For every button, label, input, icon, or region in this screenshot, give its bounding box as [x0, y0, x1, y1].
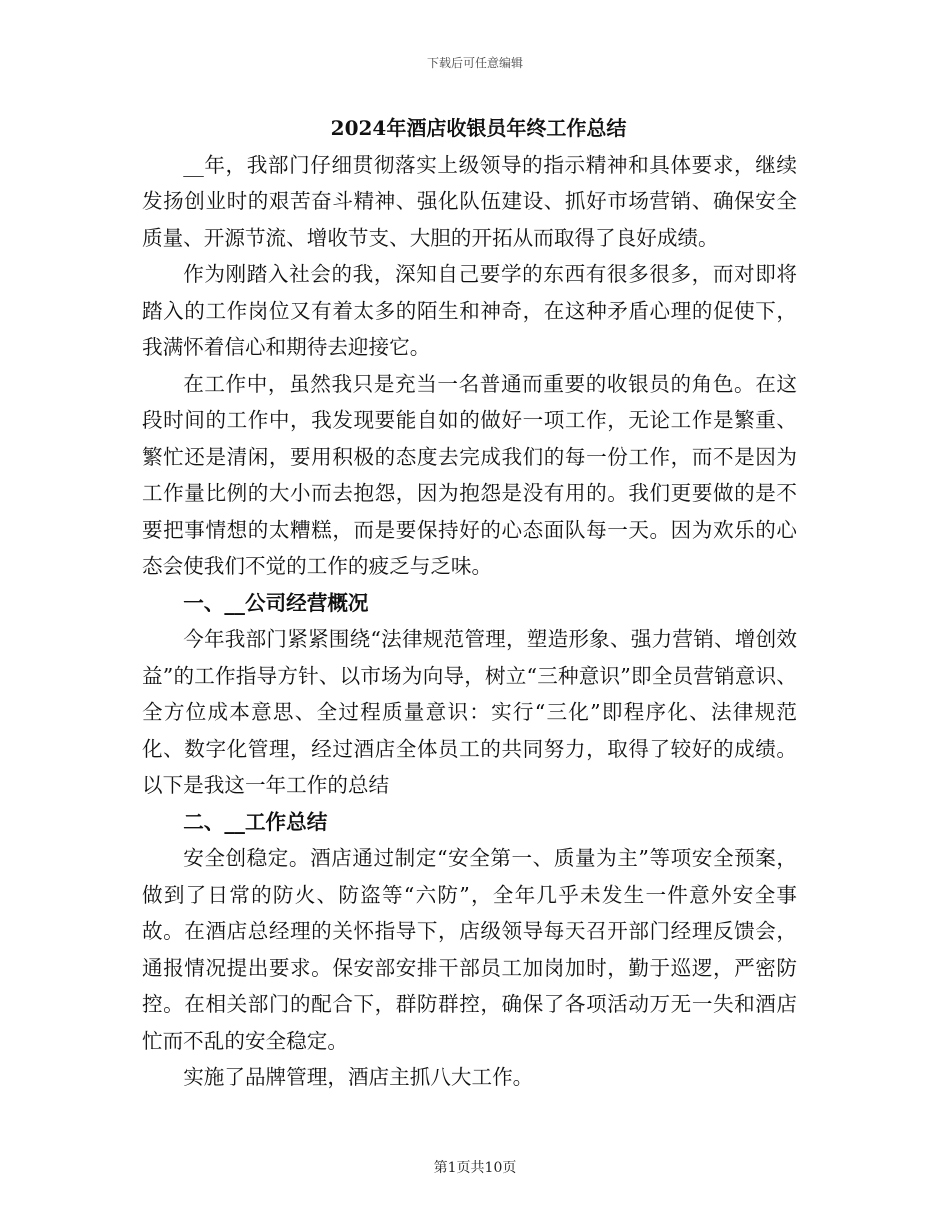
paragraph-safety: 安全创稳定。酒店通过制定“安全第一、质量为主”等项安全预案，做到了日常的防火、防盗等“六防”，全年几乎未发生一件意外安全事故。在酒店总经理的关怀指导下，店级领导每天召开部门经理反馈会，通报情况提出要求。保安部安排干部员工加岗加时，勤于巡逻，严密防控。在相关部门的配合下，群防群控，确保了各项活动万无一失和酒店忙而不乱的安全稳定。	[142, 846, 797, 1053]
section-heading-overview: 一、__公司经营概况	[183, 590, 369, 615]
paragraph-brand: 实施了品牌管理，酒店主抓八大工作。	[183, 1065, 534, 1089]
section-heading-summary: 二、__工作总结	[183, 809, 328, 834]
document-title: 2024年酒店收银员年终工作总结	[330, 116, 627, 140]
paragraph-newcomer: 作为刚踏入社会的我，深知自己要学的东西有很多很多，而对即将踏入的工作岗位又有着太多的陌生和神奇，在这种矛盾心理的促使下，我满怀着信心和期待去迎接它。	[142, 262, 797, 359]
header-note: 下载后可任意编辑	[426, 56, 523, 70]
page-number: 第1页共10页	[433, 1160, 517, 1176]
paragraph-overview: 今年我部门紧紧围绕“法律规范管理，塑造形象、强力营销、增创效益”的工作指导方针、以市场为向导，树立“三种意识”即全员营销意识、全方位成本意思、全过程质量意识：实行“三化”即程序化、法律规范化、数字化管理，经过酒店全体员工的共同努力，取得了较好的成绩。以下是我这一年工作的总结	[142, 627, 797, 797]
paragraph-intro: __年，我部门仔细贯彻落实上级领导的指示精神和具体要求，继续发扬创业时的艰苦奋斗精神、强化队伍建设、抓好市场营销、确保安全质量、开源节流、增收节支、大胆的开拓从而取得了良好成绩。	[142, 152, 797, 250]
paragraph-attitude: 在工作中，虽然我只是充当一名普通而重要的收银员的角色。在这段时间的工作中，我发现要能自如的做好一项工作，无论工作是繁重、繁忙还是清闲，要用积极的态度去完成我们的每一份工作，而不是因为工作量比例的大小而去抱怨，因为抱怨是没有用的。我们更要做的是不要把事情想的太糟糕，而是要保持好的心态面队每一天。因为欢乐的心态会使我们不觉的工作的疲乏与乏味。	[142, 371, 797, 578]
document-body	[142, 110, 797, 1096]
